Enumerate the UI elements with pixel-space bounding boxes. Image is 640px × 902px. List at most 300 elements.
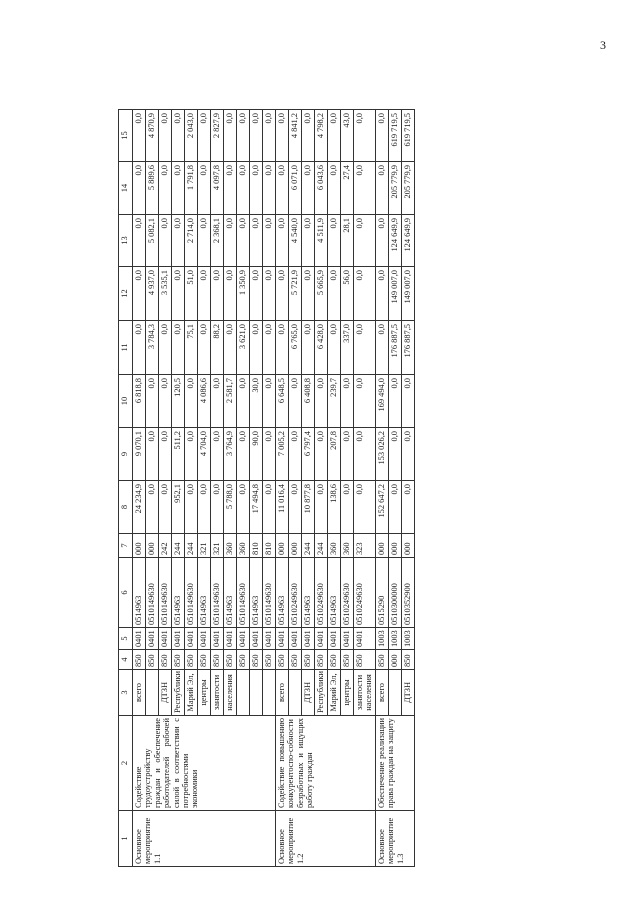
cell-col-4: 850	[159, 650, 172, 670]
cell-col-4: 000	[388, 650, 401, 670]
cell-col-12: 3 535,1	[159, 267, 172, 321]
cell-col-15: 0,0	[302, 110, 315, 162]
cell-col-6: 0510149630	[237, 558, 250, 628]
cell-col-4: 850	[172, 650, 185, 670]
cell-col-13: 4 540,0	[289, 215, 302, 267]
column-number-14: 14	[119, 162, 133, 215]
cell-col-10: 0,0	[185, 375, 198, 428]
cell-col-12: 149 007,0	[388, 267, 401, 321]
cell-col-8: 17 494,8	[250, 481, 263, 534]
cell-col-3	[237, 670, 250, 716]
cell-col-13: 0,0	[354, 215, 376, 267]
cell-col-13: 4 511,9	[315, 215, 328, 267]
cell-col-14: 205 779,9	[401, 162, 414, 215]
table-row	[133, 110, 146, 867]
cell-col-14: 0,0	[250, 162, 263, 215]
cell-col-6: 0510249630	[315, 558, 328, 628]
cell-col-13: 28,1	[341, 215, 354, 267]
cell-col-14: 0,0	[172, 162, 185, 215]
cell-col-14: 0,0	[159, 162, 172, 215]
column-number-7: 7	[119, 534, 133, 558]
cell-col-10: 0,0	[211, 375, 224, 428]
cell-col-8: 138,6	[328, 481, 341, 534]
cell-col-14: 0,0	[224, 162, 237, 215]
cell-col-8: 24 234,9	[133, 481, 146, 534]
cell-col-11: 0,0	[133, 321, 146, 375]
cell-col-7: 000	[388, 534, 401, 558]
cell-col-13: 0,0	[159, 215, 172, 267]
cell-col-9: 0,0	[315, 428, 328, 481]
cell-col-11: 3 621,0	[237, 321, 250, 375]
cell-col-7: 360	[237, 534, 250, 558]
cell-col-3: центры	[341, 670, 354, 716]
cell-col-5: 0401	[341, 628, 354, 650]
cell-col-7: 000	[276, 534, 289, 558]
cell-col-14: 1 791,8	[185, 162, 198, 215]
cell-col-3	[289, 670, 302, 716]
cell-col-9: 511,2	[172, 428, 185, 481]
cell-col-14: 4 097,8	[211, 162, 224, 215]
cell-col-5: 0401	[276, 628, 289, 650]
cell-col-5: 0401	[198, 628, 211, 650]
cell-col-12: 5 665,9	[315, 267, 328, 321]
cell-col-3: всего	[276, 670, 289, 716]
cell-col-7: 360	[224, 534, 237, 558]
cell-col-6: 0514963	[133, 558, 146, 628]
cell-col-9: 3 764,9	[224, 428, 237, 481]
cell-col-11: 337,0	[341, 321, 354, 375]
cell-col-14: 0,0	[263, 162, 276, 215]
cell-col-14: 0,0	[198, 162, 211, 215]
cell-col-9: 153 026,2	[375, 428, 388, 481]
column-number-15: 15	[119, 110, 133, 162]
cell-col-4: 850	[375, 650, 388, 670]
cell-col-8: 0,0	[354, 481, 376, 534]
cell-col-13: 2 368,1	[211, 215, 224, 267]
cell-col-5: 0401	[211, 628, 224, 650]
cell-col-11: 88,2	[211, 321, 224, 375]
cell-col-9: 0,0	[289, 428, 302, 481]
cell-col-15: 619 719,5	[388, 110, 401, 162]
cell-col-9: 0,0	[185, 428, 198, 481]
cell-col-14: 0,0	[237, 162, 250, 215]
cell-col-4: 850	[224, 650, 237, 670]
cell-col-14: 0,0	[375, 162, 388, 215]
cell-col-8: 10 877,8	[302, 481, 315, 534]
cell-col-3: ДТЗН	[159, 670, 172, 716]
cell-col-6: 0514963	[276, 558, 289, 628]
cell-col-11: 0,0	[250, 321, 263, 375]
cell-col-5: 1003	[375, 628, 388, 650]
cell-col-15: 2 043,0	[185, 110, 198, 162]
cell-col-10: 4 086,6	[198, 375, 211, 428]
cell-col-7: 000	[375, 534, 388, 558]
cell-col-4: 850	[185, 650, 198, 670]
cell-col-10: 0,0	[341, 375, 354, 428]
cell-col-13: 124 649,9	[401, 215, 414, 267]
cell-col-12: 1 350,9	[237, 267, 250, 321]
cell-col-14: 5 889,6	[146, 162, 159, 215]
cell-col-14: 205 779,9	[388, 162, 401, 215]
cell-col-10: 0,0	[388, 375, 401, 428]
column-number-3: 3	[119, 670, 133, 716]
cell-col-13: 5 082,1	[146, 215, 159, 267]
cell-col-11: 0,0	[198, 321, 211, 375]
cell-col-13: 0,0	[276, 215, 289, 267]
cell-col-13: 124 649,9	[388, 215, 401, 267]
cell-col-8: 0,0	[198, 481, 211, 534]
cell-col-4: 850	[237, 650, 250, 670]
cell-col-14: 0,0	[328, 162, 341, 215]
cell-col-3	[388, 670, 401, 716]
cell-col-3: центры	[198, 670, 211, 716]
cell-col-5: 0401	[133, 628, 146, 650]
cell-col-5: 1003	[401, 628, 414, 650]
cell-col-6: 0510352900	[401, 558, 414, 628]
cell-col-11: 0,0	[375, 321, 388, 375]
column-number-5: 5	[119, 628, 133, 650]
cell-col-8: 0,0	[401, 481, 414, 534]
cell-col-3: Марий Эл,	[185, 670, 198, 716]
cell-col-8: 0,0	[263, 481, 276, 534]
cell-col-3: ДТЗН	[302, 670, 315, 716]
cell-col-12: 0,0	[211, 267, 224, 321]
cell-col-10: 6 408,8	[302, 375, 315, 428]
cell-col-10: 0,0	[401, 375, 414, 428]
cell-col-11: 0,0	[276, 321, 289, 375]
cell-col-6: 0510300000	[388, 558, 401, 628]
cell-col-6: 0514963	[224, 558, 237, 628]
cell-col-12: 0,0	[198, 267, 211, 321]
cell-col-11: 75,1	[185, 321, 198, 375]
cell-col-15: 0,0	[263, 110, 276, 162]
budget-table	[118, 109, 415, 867]
cell-col-12: 0,0	[375, 267, 388, 321]
cell-col-7: 321	[211, 534, 224, 558]
cell-col-10: 0,0	[237, 375, 250, 428]
column-number-6: 6	[119, 558, 133, 628]
column-number-11: 11	[119, 321, 133, 375]
cell-col-11: 176 887,5	[401, 321, 414, 375]
cell-col-8: 5 788,0	[224, 481, 237, 534]
cell-col-7: 360	[328, 534, 341, 558]
cell-col-15: 0,0	[237, 110, 250, 162]
table-body	[133, 110, 415, 867]
cell-col-3: Марий Эл,	[328, 670, 341, 716]
cell-col-8: 952,1	[172, 481, 185, 534]
column-number-10: 10	[119, 375, 133, 428]
cell-col-3	[250, 670, 263, 716]
cell-col-6: 0510249630	[289, 558, 302, 628]
cell-col-11: 0,0	[328, 321, 341, 375]
cell-col-15: 619 719,5	[401, 110, 414, 162]
cell-col-7: 000	[133, 534, 146, 558]
cell-col-12: 0,0	[354, 267, 376, 321]
cell-col-7: 000	[401, 534, 414, 558]
column-number-row	[119, 110, 133, 867]
cell-col-11: 0,0	[224, 321, 237, 375]
cell-col-5: 1003	[388, 628, 401, 650]
cell-col-14: 0,0	[354, 162, 376, 215]
cell-col-12: 56,0	[341, 267, 354, 321]
cell-col-9: 0,0	[146, 428, 159, 481]
cell-col-9: 0,0	[211, 428, 224, 481]
cell-col-14: 0,0	[276, 162, 289, 215]
activity-description-cell: Обеспечение реализации права граждан на защиту	[375, 716, 414, 811]
cell-col-9: 7 005,2	[276, 428, 289, 481]
cell-col-10: 239,7	[328, 375, 341, 428]
table-row	[375, 110, 388, 867]
cell-col-6: 0510149630	[263, 558, 276, 628]
cell-col-10: 120,5	[172, 375, 185, 428]
rotated-page	[118, 110, 610, 867]
cell-col-4: 850	[315, 650, 328, 670]
cell-col-12: 5 721,9	[289, 267, 302, 321]
cell-col-3: занятости	[211, 670, 224, 716]
cell-col-7: 244	[172, 534, 185, 558]
cell-col-6: 0514963	[172, 558, 185, 628]
cell-col-9: 0,0	[401, 428, 414, 481]
cell-col-9: 90,0	[250, 428, 263, 481]
cell-col-13: 0,0	[328, 215, 341, 267]
cell-col-15: 0,0	[133, 110, 146, 162]
cell-col-6: 0510149630	[146, 558, 159, 628]
cell-col-15: 2 827,9	[211, 110, 224, 162]
cell-col-5: 0401	[263, 628, 276, 650]
cell-col-12: 0,0	[133, 267, 146, 321]
cell-col-13: 0,0	[375, 215, 388, 267]
cell-col-8: 0,0	[146, 481, 159, 534]
column-number-2: 2	[119, 716, 133, 811]
cell-col-5: 0401	[289, 628, 302, 650]
cell-col-10: 30,0	[250, 375, 263, 428]
cell-col-7: 244	[315, 534, 328, 558]
cell-col-6: 0510249630	[354, 558, 376, 628]
cell-col-15: 0,0	[224, 110, 237, 162]
cell-col-5: 0401	[185, 628, 198, 650]
cell-col-8: 0,0	[341, 481, 354, 534]
cell-col-4: 850	[328, 650, 341, 670]
cell-col-4: 850	[133, 650, 146, 670]
cell-col-7: 242	[159, 534, 172, 558]
cell-col-11: 176 887,5	[388, 321, 401, 375]
cell-col-8: 0,0	[185, 481, 198, 534]
cell-col-11: 0,0	[263, 321, 276, 375]
cell-col-4: 850	[401, 650, 414, 670]
cell-col-4: 850	[146, 650, 159, 670]
cell-col-5: 0401	[224, 628, 237, 650]
cell-col-15: 0,0	[198, 110, 211, 162]
cell-col-11: 0,0	[302, 321, 315, 375]
column-number-4: 4	[119, 650, 133, 670]
cell-col-14: 6 043,6	[315, 162, 328, 215]
cell-col-13: 0,0	[250, 215, 263, 267]
cell-col-4: 850	[276, 650, 289, 670]
page-number: 3	[600, 38, 606, 52]
cell-col-6: 0514963	[198, 558, 211, 628]
cell-col-9: 0,0	[263, 428, 276, 481]
cell-col-8: 0,0	[315, 481, 328, 534]
cell-col-4: 850	[250, 650, 263, 670]
cell-col-9: 0,0	[159, 428, 172, 481]
cell-col-13: 0,0	[172, 215, 185, 267]
cell-col-15: 43,0	[341, 110, 354, 162]
cell-col-9: 4 704,0	[198, 428, 211, 481]
cell-col-3: Республики	[172, 670, 185, 716]
cell-col-11: 6 428,0	[315, 321, 328, 375]
cell-col-9: 0,0	[341, 428, 354, 481]
cell-col-10: 169 494,0	[375, 375, 388, 428]
cell-col-7: 244	[302, 534, 315, 558]
cell-col-8: 0,0	[211, 481, 224, 534]
cell-col-15: 0,0	[250, 110, 263, 162]
cell-col-15: 0,0	[276, 110, 289, 162]
cell-col-7: 244	[185, 534, 198, 558]
cell-col-13: 0,0	[133, 215, 146, 267]
cell-col-7: 321	[198, 534, 211, 558]
cell-col-10: 0,0	[289, 375, 302, 428]
cell-col-6: 0514963	[302, 558, 315, 628]
cell-col-5: 0401	[302, 628, 315, 650]
cell-col-10: 2 581,7	[224, 375, 237, 428]
cell-col-8: 11 016,4	[276, 481, 289, 534]
cell-col-10: 0,0	[146, 375, 159, 428]
cell-col-7: 000	[289, 534, 302, 558]
cell-col-13: 0,0	[224, 215, 237, 267]
cell-col-4: 850	[302, 650, 315, 670]
cell-col-14: 0,0	[133, 162, 146, 215]
cell-col-5: 0401	[354, 628, 376, 650]
cell-col-15: 4 841,2	[289, 110, 302, 162]
cell-col-3	[146, 670, 159, 716]
cell-col-8: 0,0	[159, 481, 172, 534]
cell-col-12: 0,0	[302, 267, 315, 321]
cell-col-6: 0510149630	[211, 558, 224, 628]
cell-col-3: всего	[133, 670, 146, 716]
activity-description-cell: Содействие повышению конкурентоспо-собности безработных и ищущих работу граждан	[276, 716, 376, 811]
cell-col-4: 850	[198, 650, 211, 670]
cell-col-6: 0510149630	[159, 558, 172, 628]
activity-name-cell: Основное мероприятие 1.1	[133, 811, 276, 867]
cell-col-15: 0,0	[172, 110, 185, 162]
cell-col-6: 0510249630	[341, 558, 354, 628]
cell-col-5: 0401	[159, 628, 172, 650]
cell-col-5: 0401	[172, 628, 185, 650]
cell-col-7: 360	[341, 534, 354, 558]
cell-col-15: 0,0	[159, 110, 172, 162]
cell-col-11: 3 784,3	[146, 321, 159, 375]
cell-col-4: 850	[341, 650, 354, 670]
cell-col-6: 0515290	[375, 558, 388, 628]
cell-col-5: 0401	[328, 628, 341, 650]
cell-col-6: 0514963	[328, 558, 341, 628]
cell-col-7: 810	[250, 534, 263, 558]
cell-col-15: 0,0	[375, 110, 388, 162]
cell-col-15: 0,0	[354, 110, 376, 162]
cell-col-12: 0,0	[224, 267, 237, 321]
cell-col-3: населения	[224, 670, 237, 716]
cell-col-10: 0,0	[263, 375, 276, 428]
column-number-8: 8	[119, 481, 133, 534]
cell-col-3: ДТЗН	[401, 670, 414, 716]
cell-col-5: 0401	[250, 628, 263, 650]
cell-col-13: 0,0	[237, 215, 250, 267]
cell-col-13: 0,0	[302, 215, 315, 267]
cell-col-9: 207,8	[328, 428, 341, 481]
cell-col-9: 0,0	[388, 428, 401, 481]
cell-col-4: 850	[263, 650, 276, 670]
column-number-9: 9	[119, 428, 133, 481]
cell-col-13: 0,0	[263, 215, 276, 267]
cell-col-12: 149 007,0	[401, 267, 414, 321]
cell-col-12: 0,0	[250, 267, 263, 321]
cell-col-10: 6 648,5	[276, 375, 289, 428]
cell-col-4: 850	[211, 650, 224, 670]
cell-col-7: 323	[354, 534, 376, 558]
cell-col-7: 000	[146, 534, 159, 558]
activity-description-cell: Содействие трудоустройству граждан и обеспечение работодателей рабочей силой в соответствии с потребностями экономики	[133, 716, 276, 811]
cell-col-15: 4 798,2	[315, 110, 328, 162]
cell-col-12: 0,0	[276, 267, 289, 321]
cell-col-13: 2 714,0	[185, 215, 198, 267]
cell-col-14: 6 071,0	[289, 162, 302, 215]
cell-col-3	[263, 670, 276, 716]
cell-col-13: 0,0	[198, 215, 211, 267]
cell-col-9: 0,0	[354, 428, 376, 481]
cell-col-4: 850	[289, 650, 302, 670]
activity-name-cell: Основное мероприятие 1.2	[276, 811, 376, 867]
cell-col-8: 152 647,2	[375, 481, 388, 534]
cell-col-11: 6 765,0	[289, 321, 302, 375]
cell-col-4: 850	[354, 650, 376, 670]
cell-col-10: 0,0	[315, 375, 328, 428]
cell-col-10: 6 818,8	[133, 375, 146, 428]
cell-col-5: 0401	[315, 628, 328, 650]
cell-col-5: 0401	[146, 628, 159, 650]
cell-col-12: 0,0	[172, 267, 185, 321]
cell-col-8: 0,0	[289, 481, 302, 534]
cell-col-11: 0,0	[159, 321, 172, 375]
cell-col-5: 0401	[237, 628, 250, 650]
cell-col-3: Республики	[315, 670, 328, 716]
cell-col-10: 0,0	[159, 375, 172, 428]
column-number-1: 1	[119, 811, 133, 867]
cell-col-11: 0,0	[172, 321, 185, 375]
activity-name-cell: Основное мероприятие 1.3	[375, 811, 414, 867]
column-number-13: 13	[119, 215, 133, 267]
cell-col-9: 6 797,4	[302, 428, 315, 481]
cell-col-14: 27,4	[341, 162, 354, 215]
cell-col-9: 9 070,1	[133, 428, 146, 481]
cell-col-8: 0,0	[388, 481, 401, 534]
cell-col-3: занятости населения	[354, 670, 376, 716]
cell-col-15: 0,0	[328, 110, 341, 162]
cell-col-6: 0510149630	[185, 558, 198, 628]
column-number-12: 12	[119, 267, 133, 321]
cell-col-8: 0,0	[237, 481, 250, 534]
cell-col-7: 810	[263, 534, 276, 558]
cell-col-12: 0,0	[263, 267, 276, 321]
cell-col-3: всего	[375, 670, 388, 716]
cell-col-12: 4 937,0	[146, 267, 159, 321]
cell-col-11: 0,0	[354, 321, 376, 375]
cell-col-12: 0,0	[328, 267, 341, 321]
cell-col-12: 51,0	[185, 267, 198, 321]
cell-col-15: 4 870,9	[146, 110, 159, 162]
cell-col-6: 0514963	[250, 558, 263, 628]
table-row	[276, 110, 289, 867]
cell-col-10: 0,0	[354, 375, 376, 428]
